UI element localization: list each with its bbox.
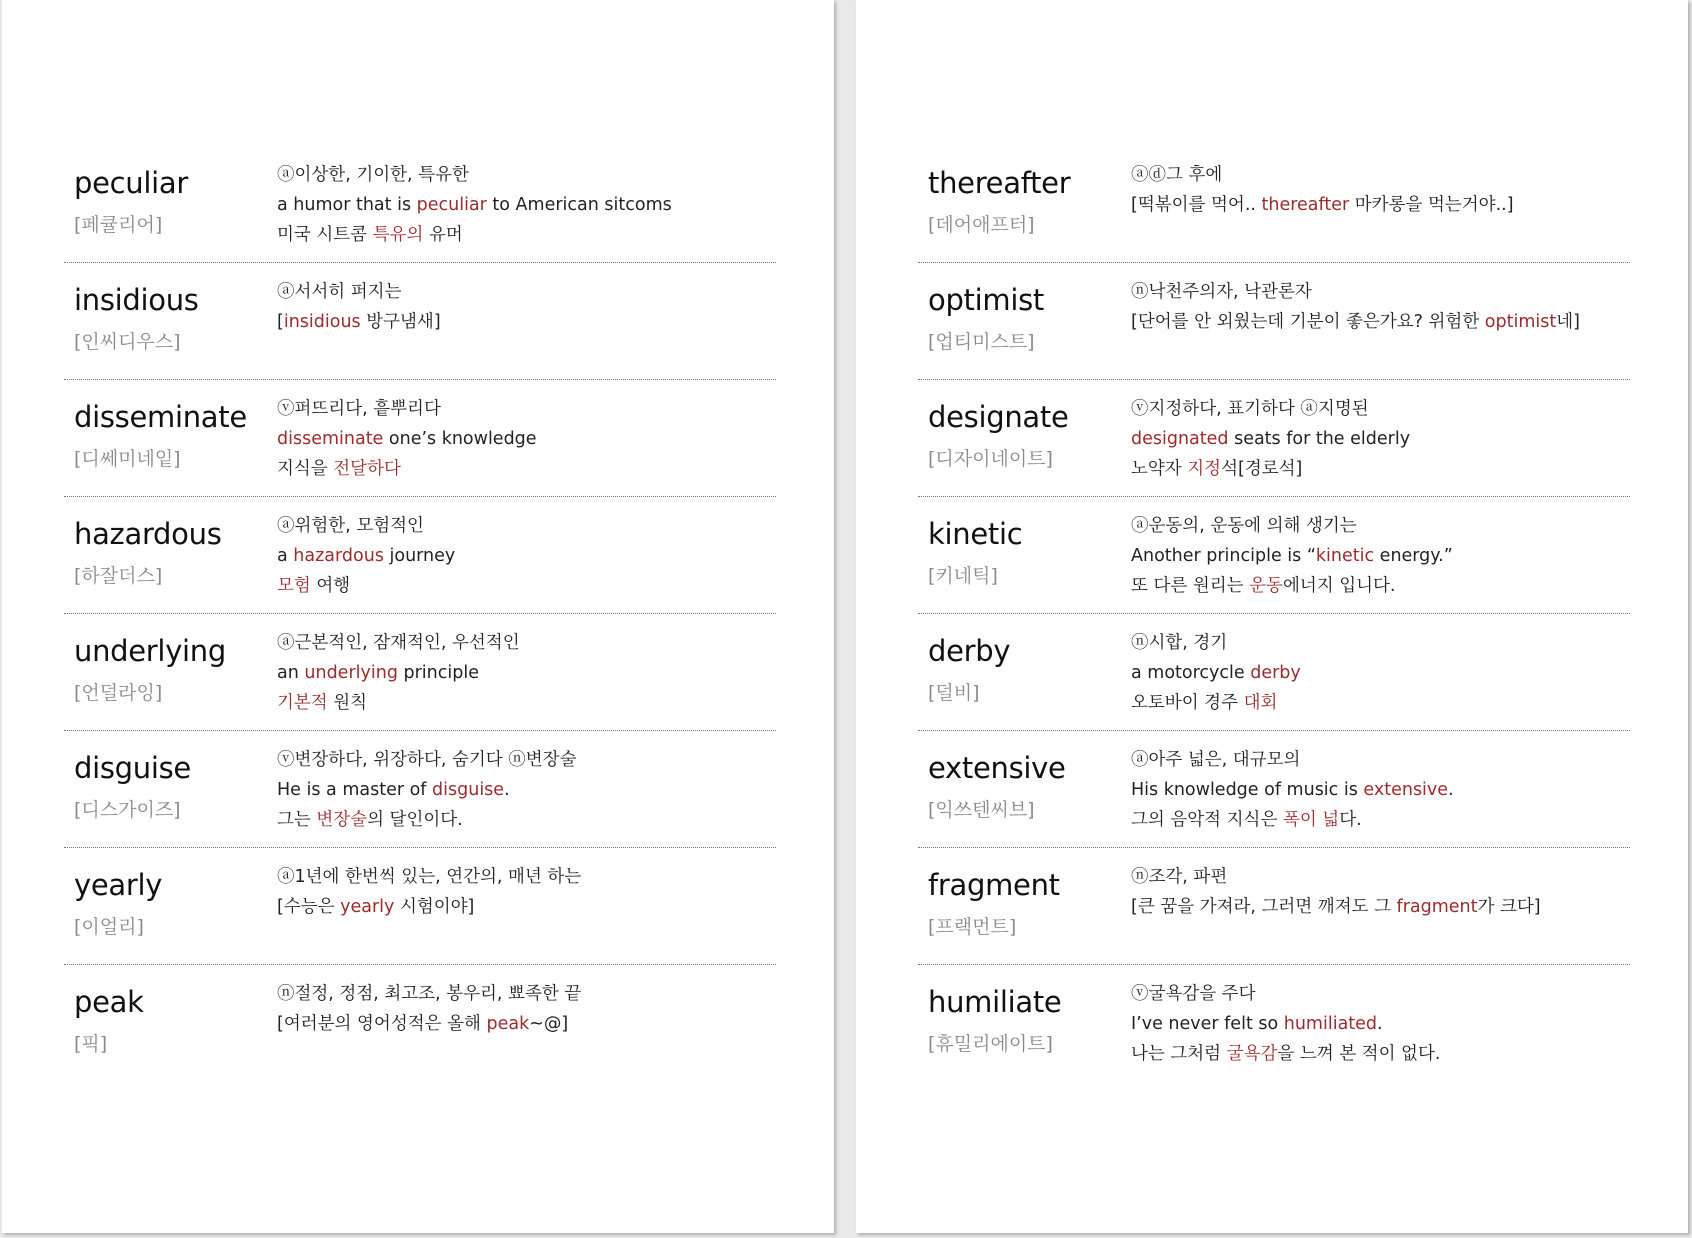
pronunciation: [익쓰텐씨브]: [928, 799, 1035, 821]
text-segment: 네]: [1556, 312, 1580, 332]
text-segment: ⓥ지정하다, 표기하다 ⓐ지명된: [1131, 399, 1369, 419]
text-segment: 유머: [423, 225, 463, 245]
definition-block: [1131, 862, 1631, 922]
text-segment: [여러분의 영어성적은 올해: [277, 1014, 487, 1034]
example-line: [277, 658, 777, 688]
example-line: [1131, 775, 1631, 805]
definition-block: [1131, 277, 1631, 337]
highlighted-term: disseminate: [277, 429, 384, 449]
example-line: [277, 688, 777, 718]
vocab-entry: [918, 146, 1630, 263]
definition-block: [277, 628, 777, 718]
text-segment: ⓐ이상한, 기이한, 특유한: [277, 165, 469, 185]
definition-line: [1131, 160, 1631, 190]
headword: disguise: [74, 751, 191, 785]
pronunciation: [디자이네이트]: [928, 448, 1053, 470]
highlighted-term: humiliated: [1283, 1014, 1378, 1034]
text-segment: .: [504, 780, 510, 800]
vocab-entry: [918, 614, 1630, 731]
example-line: [277, 541, 777, 571]
definition-line: [277, 745, 777, 775]
definition-block: [1131, 160, 1631, 220]
pronunciation: [하잘더스]: [74, 565, 163, 587]
text-segment: a motorcycle: [1131, 663, 1251, 683]
text-segment: 의 달인이다.: [367, 810, 463, 830]
example-line: [277, 892, 777, 922]
entry-list: [918, 146, 1630, 1082]
text-segment: 그는: [277, 810, 317, 830]
vocab-entry: [918, 263, 1630, 380]
definition-block: [1131, 511, 1631, 601]
vocab-page-right: [856, 0, 1688, 1233]
definition-block: [277, 979, 777, 1039]
vocab-entry: [64, 965, 776, 1082]
example-line: [277, 307, 777, 337]
text-segment: ⓐ위험한, 모험적인: [277, 516, 424, 536]
example-line: [1131, 424, 1631, 454]
definition-line: [1131, 862, 1631, 892]
text-segment: ⓝ시합, 경기: [1131, 633, 1228, 653]
highlighted-term: optimist: [1484, 312, 1557, 332]
text-segment: Another principle is “: [1131, 546, 1316, 566]
text-segment: ⓐ아주 넓은, 대규모의: [1131, 750, 1301, 770]
pronunciation: [업티미스트]: [928, 331, 1035, 353]
highlighted-term: disguise: [432, 780, 505, 800]
highlighted-term: hazardous: [293, 546, 384, 566]
text-segment: to American sitcoms: [486, 195, 672, 215]
text-segment: He is a master of: [277, 780, 433, 800]
highlighted-term: 특유의: [372, 225, 424, 245]
text-segment: ⓐⓓ그 후에: [1131, 165, 1223, 185]
text-segment: .: [1377, 1014, 1383, 1034]
example-line: [277, 775, 777, 805]
headword: yearly: [74, 868, 163, 902]
text-segment: [큰 꿈을 가져라, 그러면 깨져도 그: [1131, 897, 1397, 917]
text-segment: 노약자: [1131, 459, 1188, 479]
definition-block: [277, 862, 777, 922]
headword: underlying: [74, 634, 226, 668]
text-segment: ⓐ서서히 퍼지는: [277, 282, 402, 302]
text-segment: 석[경로석]: [1221, 459, 1303, 479]
highlighted-term: 지정: [1187, 459, 1222, 479]
text-segment: 원칙: [327, 693, 368, 713]
definition-line: [277, 862, 777, 892]
headword: disseminate: [74, 400, 247, 434]
vocab-entry: [918, 965, 1630, 1082]
highlighted-term: 폭이 넓: [1282, 810, 1340, 830]
text-segment: [떡볶이를 먹어..: [1131, 195, 1262, 215]
text-segment: principle: [397, 663, 479, 683]
headword: optimist: [928, 283, 1044, 317]
text-segment: ⓐ운동의, 운동에 의해 생기는: [1131, 516, 1357, 536]
text-segment: 가 크다]: [1477, 897, 1541, 917]
text-segment: [단어를 안 외웠는데 기분이 좋은가요? 위험한: [1131, 312, 1485, 332]
example-line: [1131, 571, 1631, 601]
example-line: [277, 220, 777, 250]
headword: kinetic: [928, 517, 1023, 551]
text-segment: 그의 음악적 지식은: [1131, 810, 1283, 830]
pronunciation: [키네틱]: [928, 565, 998, 587]
pronunciation: [픽]: [74, 1033, 108, 1055]
text-segment: 시험이야]: [394, 897, 475, 917]
text-segment: 다.: [1339, 810, 1362, 830]
text-segment: seats for the elderly: [1228, 429, 1411, 449]
highlighted-term: insidious: [283, 312, 361, 332]
highlighted-term: 굴욕감: [1226, 1044, 1278, 1064]
text-segment: 나는 그처럼: [1131, 1044, 1227, 1064]
text-segment: ⓐ근본적인, 잠재적인, 우선적인: [277, 633, 520, 653]
pronunciation: [덜비]: [928, 682, 980, 704]
text-segment: ⓥ굴욕감을 주다: [1131, 984, 1256, 1004]
example-line: [277, 454, 777, 484]
vocab-entry: [918, 380, 1630, 497]
example-line: [1131, 1039, 1631, 1069]
vocab-entry: [64, 146, 776, 263]
highlighted-term: underlying: [304, 663, 398, 683]
text-segment: 여행: [310, 576, 351, 596]
headword: fragment: [928, 868, 1060, 902]
vocab-entry: [64, 497, 776, 614]
definition-block: [277, 511, 777, 601]
definition-line: [1131, 745, 1631, 775]
example-line: [277, 805, 777, 835]
pronunciation: [언덜라잉]: [74, 682, 163, 704]
text-segment: ⓝ절정, 정점, 최고조, 봉우리, 뾰족한 끝: [277, 984, 582, 1004]
highlighted-term: peak: [486, 1014, 530, 1034]
highlighted-term: 운동: [1249, 576, 1283, 596]
entry-list: [64, 146, 776, 1082]
pronunciation: [디쎄미네잍]: [74, 448, 181, 470]
definition-line: [277, 511, 777, 541]
example-line: [1131, 688, 1631, 718]
definition-block: [277, 277, 777, 337]
vocab-entry: [918, 848, 1630, 965]
text-segment: ⓐ1년에 한번씩 있는, 연간의, 매년 하는: [277, 867, 582, 887]
definition-line: [277, 394, 777, 424]
definition-line: [277, 160, 777, 190]
headword: hazardous: [74, 517, 222, 551]
highlighted-term: thereafter: [1261, 195, 1350, 215]
text-segment: 지식을: [277, 459, 334, 479]
headword: extensive: [928, 751, 1066, 785]
vocab-entry: [64, 380, 776, 497]
highlighted-term: 기본적: [277, 693, 328, 713]
text-segment: energy.”: [1374, 546, 1453, 566]
definition-line: [1131, 277, 1631, 307]
definition-block: [277, 745, 777, 835]
example-line: [277, 1009, 777, 1039]
text-segment: ⓥ퍼뜨리다, 흩뿌리다: [277, 399, 441, 419]
text-segment: .: [1448, 780, 1454, 800]
example-line: [1131, 307, 1631, 337]
example-line: [1131, 1009, 1631, 1039]
pronunciation: [데어애프터]: [928, 214, 1035, 236]
definition-block: [1131, 394, 1631, 484]
text-segment: a humor that is: [277, 195, 417, 215]
highlighted-term: designated: [1131, 429, 1229, 449]
highlighted-term: extensive: [1363, 780, 1449, 800]
text-segment: 마카롱을 먹는거야..]: [1349, 195, 1514, 215]
example-line: [1131, 454, 1631, 484]
text-segment: ⓝ낙천주의자, 낙관론자: [1131, 282, 1312, 302]
definition-block: [1131, 628, 1631, 718]
headword: insidious: [74, 283, 199, 317]
headword: peak: [74, 985, 144, 1019]
headword: designate: [928, 400, 1069, 434]
definition-line: [1131, 511, 1631, 541]
definition-block: [277, 394, 777, 484]
headword: peculiar: [74, 166, 188, 200]
text-segment: 을 느껴 본 적이 없다.: [1277, 1044, 1441, 1064]
definition-line: [277, 277, 777, 307]
definition-line: [277, 979, 777, 1009]
example-line: [1131, 892, 1631, 922]
text-segment: journey: [383, 546, 456, 566]
definition-block: [1131, 745, 1631, 835]
headword: derby: [928, 634, 1011, 668]
definition-block: [1131, 979, 1631, 1069]
text-segment: 방구냄새]: [360, 312, 441, 332]
example-line: [1131, 658, 1631, 688]
vocab-entry: [64, 614, 776, 731]
highlighted-term: 대회: [1243, 693, 1278, 713]
pronunciation: [페큘리어]: [74, 214, 163, 236]
highlighted-term: 전달하다: [333, 459, 401, 479]
text-segment: ⓝ조각, 파편: [1131, 867, 1228, 887]
example-line: [277, 424, 777, 454]
vocab-entry: [918, 497, 1630, 614]
pronunciation: [휴밀리에이트]: [928, 1033, 1053, 1055]
example-line: [1131, 805, 1631, 835]
text-segment: 미국 시트콤: [277, 225, 373, 245]
definition-block: [277, 160, 777, 250]
headword: humiliate: [928, 985, 1062, 1019]
example-line: [277, 571, 777, 601]
example-line: [277, 190, 777, 220]
definition-line: [1131, 979, 1631, 1009]
vocab-entry: [64, 263, 776, 380]
example-line: [1131, 541, 1631, 571]
text-segment: one’s knowledge: [383, 429, 537, 449]
text-segment: His knowledge of music is: [1131, 780, 1364, 800]
headword: thereafter: [928, 166, 1071, 200]
highlighted-term: 변장술: [316, 810, 368, 830]
vocab-page-left: [2, 0, 834, 1233]
vocab-entry: [64, 731, 776, 848]
text-segment: [수능은: [277, 897, 341, 917]
vocab-entry: [64, 848, 776, 965]
pronunciation: [프랙먼트]: [928, 916, 1017, 938]
highlighted-term: yearly: [340, 897, 395, 917]
text-segment: ⓥ변장하다, 위장하다, 숨기다 ⓝ변장술: [277, 750, 577, 770]
text-segment: [: [277, 312, 284, 332]
highlighted-term: kinetic: [1315, 546, 1375, 566]
highlighted-term: fragment: [1396, 897, 1478, 917]
pronunciation: [인씨디우스]: [74, 331, 181, 353]
text-segment: a: [277, 546, 294, 566]
highlighted-term: peculiar: [416, 195, 487, 215]
definition-line: [1131, 394, 1631, 424]
text-segment: 오토바이 경주: [1131, 693, 1244, 713]
definition-line: [1131, 628, 1631, 658]
highlighted-term: 모험: [277, 576, 311, 596]
text-segment: ~@]: [529, 1014, 569, 1034]
pronunciation: [디스가이즈]: [74, 799, 181, 821]
highlighted-term: derby: [1250, 663, 1301, 683]
text-segment: 또 다른 원리는: [1131, 576, 1250, 596]
definition-line: [277, 628, 777, 658]
vocab-entry: [918, 731, 1630, 848]
text-segment: 에너지 입니다.: [1282, 576, 1396, 596]
pronunciation: [이얼리]: [74, 916, 144, 938]
text-segment: an: [277, 663, 305, 683]
text-segment: I’ve never felt so: [1131, 1014, 1284, 1034]
example-line: [1131, 190, 1631, 220]
